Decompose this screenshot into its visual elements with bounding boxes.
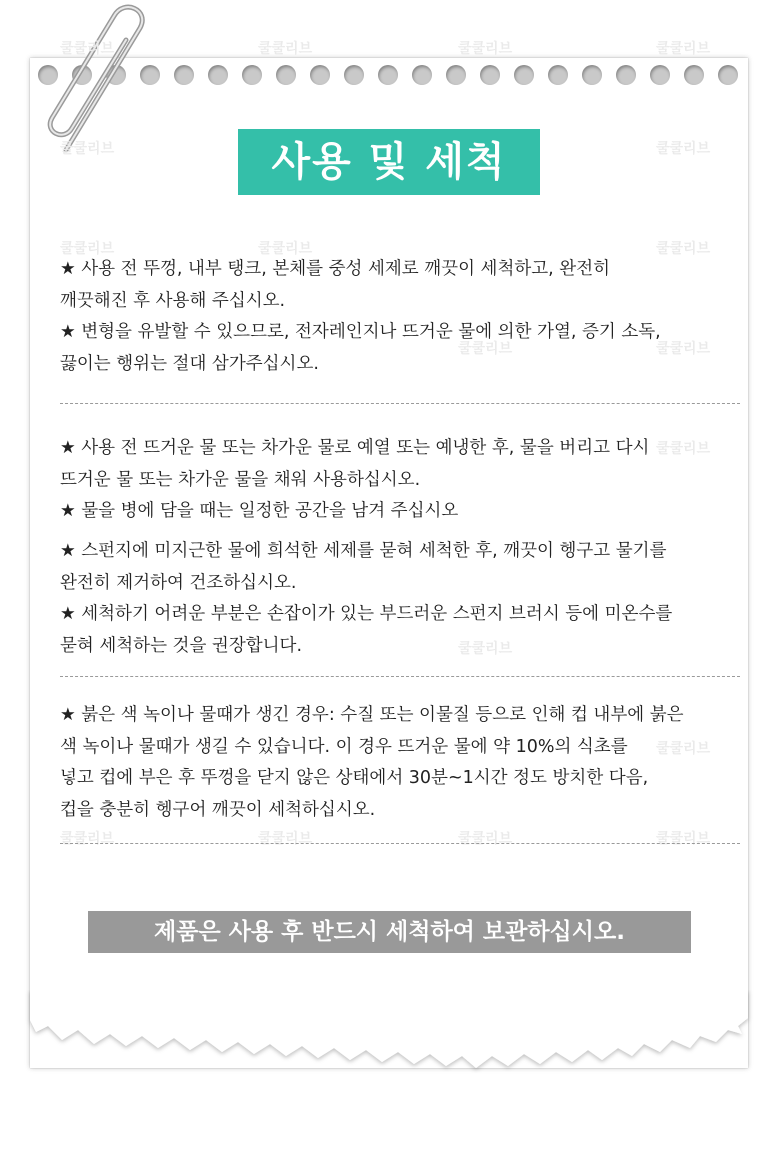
watermark: 쿨쿨리브 bbox=[458, 641, 513, 657]
watermark: 쿨쿨리브 bbox=[458, 341, 513, 357]
watermark: 쿨쿨리브 bbox=[258, 241, 313, 257]
text-line: 뜨거운 물 또는 차가운 물을 채워 사용하십시오. bbox=[60, 469, 421, 490]
page-title: 사용 및 세척 bbox=[238, 129, 540, 195]
text-line: ★ 사용 전 뜨거운 물 또는 차가운 물로 예열 또는 예냉한 후, 물을 버리고 다시 bbox=[60, 438, 650, 458]
watermark: 쿨쿨리브 bbox=[258, 41, 313, 57]
binder-hole bbox=[480, 65, 500, 85]
watermark: 쿨쿨리브 bbox=[656, 241, 711, 257]
binder-hole bbox=[650, 65, 670, 85]
watermark: 쿨쿨리브 bbox=[60, 141, 115, 157]
binder-hole bbox=[378, 65, 398, 85]
rust-section bbox=[60, 700, 740, 826]
dashed-divider bbox=[60, 403, 740, 404]
binder-hole bbox=[718, 65, 738, 85]
watermark: 쿨쿨리브 bbox=[656, 441, 711, 457]
watermark: 쿨쿨리브 bbox=[458, 831, 513, 847]
text-line: ★ 물을 병에 담을 때는 일정한 공간을 남겨 주십시오 bbox=[60, 501, 459, 521]
cleaning-section bbox=[60, 536, 740, 662]
binder-hole bbox=[548, 65, 568, 85]
watermark: 쿨쿨리브 bbox=[656, 741, 711, 757]
binder-hole bbox=[514, 65, 534, 85]
text-line: 컵을 충분히 헹구어 깨끗이 세척하십시오. bbox=[60, 799, 376, 820]
text-line: ★ 사용 전 뚜껑, 내부 탱크, 본체를 중성 세제로 깨끗이 세척하고, 완전히 bbox=[60, 259, 610, 279]
binder-hole bbox=[174, 65, 194, 85]
binder-hole bbox=[310, 65, 330, 85]
text-line: 끓이는 행위는 절대 삼가주십시오. bbox=[60, 353, 319, 374]
binder-hole bbox=[616, 65, 636, 85]
text-line: 넣고 컵에 부은 후 뚜껑을 닫지 않은 상태에서 30분~1시간 정도 방치한 다음, bbox=[60, 768, 649, 788]
watermark: 쿨쿨리브 bbox=[656, 831, 711, 847]
text-line: 깨끗해진 후 사용해 주십시오. bbox=[60, 290, 286, 311]
binder-hole bbox=[412, 65, 432, 85]
text-line: ★ 세척하기 어려운 부분은 손잡이가 있는 부드러운 스펀지 브러시 등에 미온수를 bbox=[60, 604, 673, 624]
watermark: 쿨쿨리브 bbox=[258, 831, 313, 847]
binder-hole bbox=[582, 65, 602, 85]
text-line: ★ 변형을 유발할 수 있으므로, 전자레인지나 뜨거운 물에 의한 가열, 증기 소독, bbox=[60, 322, 661, 342]
text-line: 색 녹이나 물때가 생길 수 있습니다. 이 경우 뜨거운 물에 약 10%의 식초를 bbox=[60, 736, 628, 757]
watermark: 쿨쿨리브 bbox=[60, 831, 115, 847]
watermark: 쿨쿨리브 bbox=[458, 41, 513, 57]
dashed-divider bbox=[60, 676, 740, 677]
dashed-divider bbox=[60, 843, 740, 844]
preheat-section bbox=[60, 433, 740, 528]
text-line: ★ 스펀지에 미지근한 물에 희석한 세제를 묻혀 세척한 후, 깨끗이 헹구고 물기를 bbox=[60, 541, 667, 561]
binder-hole bbox=[446, 65, 466, 85]
watermark: 쿨쿨리브 bbox=[656, 41, 711, 57]
text-line: 완전히 제거하여 건조하십시오. bbox=[60, 572, 297, 593]
binder-hole bbox=[276, 65, 296, 85]
usage-section bbox=[60, 254, 740, 380]
watermark: 쿨쿨리브 bbox=[60, 241, 115, 257]
binder-hole bbox=[242, 65, 262, 85]
binder-hole bbox=[684, 65, 704, 85]
watermark: 쿨쿨리브 bbox=[60, 41, 115, 57]
text-line: ★ 붉은 색 녹이나 물때가 생긴 경우: 수질 또는 이물질 등으로 인해 컵 내부에 붉은 bbox=[60, 705, 684, 725]
binder-hole bbox=[344, 65, 364, 85]
binder-hole bbox=[208, 65, 228, 85]
torn-paper-edge bbox=[0, 990, 780, 1150]
watermark: 쿨쿨리브 bbox=[656, 141, 711, 157]
notice-banner: 제품은 사용 후 반드시 세척하여 보관하십시오. bbox=[88, 911, 691, 953]
text-line: 묻혀 세척하는 것을 권장합니다. bbox=[60, 635, 303, 656]
watermark: 쿨쿨리브 bbox=[656, 341, 711, 357]
